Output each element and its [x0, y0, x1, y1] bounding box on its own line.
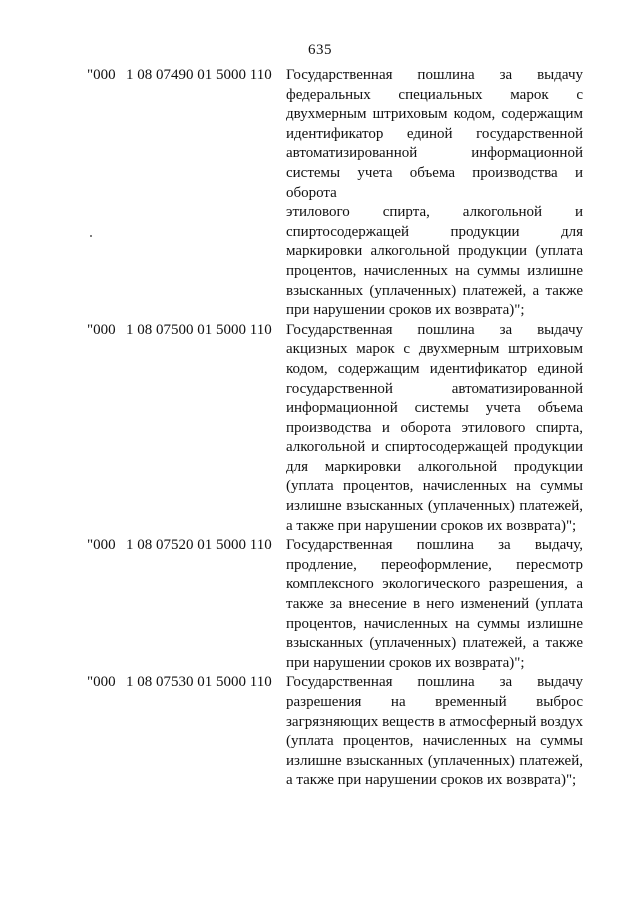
description-line: производства и оборота этилового спирта,	[286, 419, 583, 436]
description-line: (уплата процентов, начисленных на суммы	[286, 733, 583, 750]
description-line: излишне взысканных (уплаченных) платежей,	[286, 752, 583, 769]
entry-budget-code: 1 08 07530 01 5000 110	[126, 674, 272, 691]
description-line: разрешения на временный выброс	[286, 694, 583, 710]
description-line: идентификатор единой государственной	[286, 125, 583, 142]
description-line: автоматизированной информационной	[286, 145, 583, 162]
description-line: Государственная пошлина за выдачу	[286, 321, 583, 338]
entry-admin-code: "000	[87, 537, 116, 554]
description-line: двухмерным штриховым кодом, содержащим	[286, 106, 583, 123]
description-line: государственной автоматизированной	[286, 380, 583, 397]
description-line: продление, переоформление, пересмотр	[286, 556, 583, 573]
description-line: системы учета объема производства и оборота	[286, 164, 583, 201]
description-line: Государственная пошлина за выдачу	[286, 67, 583, 83]
entry-budget-code: 1 08 07520 01 5000 110	[126, 537, 272, 554]
entry-budget-code: 1 08 07490 01 5000 110	[126, 67, 272, 83]
description-line: загрязняющих веществ в атмосферный воздух	[286, 713, 583, 730]
description-line: информационной системы учета объема	[286, 400, 583, 417]
description-line: федеральных специальных марок с	[286, 86, 583, 103]
entry-admin-code: "000	[87, 674, 116, 691]
description-line: комплексного экологического разрешения, а	[286, 576, 583, 593]
description-line: при нарушении сроков их возврата)";	[286, 302, 525, 319]
code-entry	[0, 321, 640, 537]
description-line: при нарушении сроков их возврата)";	[286, 654, 525, 671]
description-line: а также при нарушении сроков их возврата)";	[286, 772, 577, 789]
code-entries-list	[0, 66, 640, 791]
description-line: Государственная пошлина за выдачу,	[286, 537, 583, 554]
entry-description	[286, 536, 583, 673]
description-line: взысканных (уплаченных) платежей, а также	[286, 635, 583, 652]
description-line: процентов, начисленных на суммы излишне	[286, 615, 583, 632]
description-line: взысканных (уплаченных) платежей, а также	[286, 282, 583, 299]
entry-description	[286, 673, 583, 791]
scan-speck	[90, 235, 92, 237]
description-line: спиртосодержащей продукции для	[286, 223, 583, 240]
entry-description	[286, 66, 583, 321]
description-line: этилового спирта, алкогольной и	[286, 204, 583, 221]
code-entry	[0, 66, 640, 321]
description-line: Государственная пошлина за выдачу	[286, 674, 583, 691]
entry-description	[286, 321, 583, 537]
entry-admin-code: "000	[87, 67, 116, 83]
description-line: кодом, содержащим идентификатор единой	[286, 360, 583, 377]
description-line: (уплата процентов, начисленных на суммы	[286, 478, 583, 495]
description-line: акцизных марок с двухмерным штриховым	[286, 341, 583, 358]
entry-budget-code: 1 08 07500 01 5000 110	[126, 321, 272, 338]
description-line: излишне взысканных (уплаченных) платежей,	[286, 498, 583, 515]
description-line: также за внесение в него изменений (уплата	[286, 596, 583, 613]
description-line: алкогольной и спиртосодержащей продукции	[286, 439, 583, 456]
description-line: маркировки алкогольной продукции (уплата	[286, 243, 583, 260]
code-entry	[0, 536, 640, 673]
description-line: а также при нарушении сроков их возврата)";	[286, 517, 577, 534]
entry-admin-code: "000	[87, 321, 116, 338]
description-line: для маркировки алкогольной продукции	[286, 458, 583, 475]
description-line: процентов, начисленных на суммы излишне	[286, 262, 583, 279]
code-entry	[0, 673, 640, 791]
page-number: 635	[308, 42, 332, 58]
